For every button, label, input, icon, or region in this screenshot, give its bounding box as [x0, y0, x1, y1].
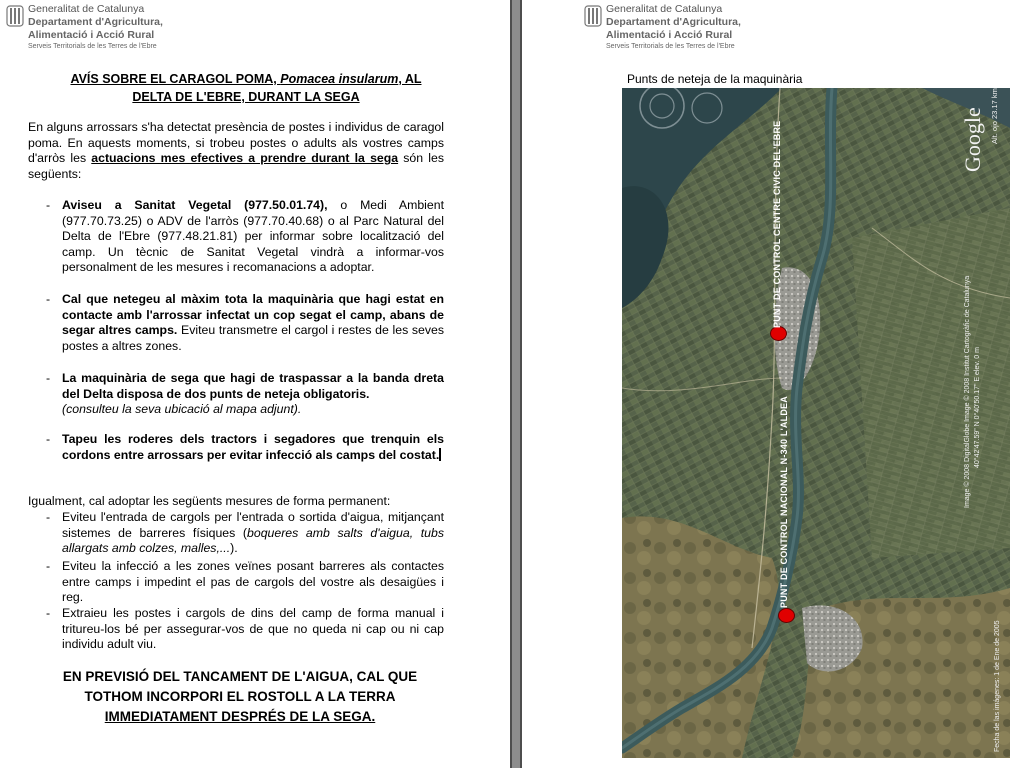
- satellite-map[interactable]: [622, 88, 1010, 758]
- cleaning-point-label-2: PUNT DE CONTROL NACIONAL N-340 L'ALDEA: [779, 396, 789, 608]
- satellite-map-image: [622, 88, 1010, 758]
- cleaning-point-marker-2[interactable]: [778, 608, 795, 623]
- bullet-item-1: Aviseu a Sanitat Vegetal (977.50.01.74), o Medi Ambient (977.70.73.25) o ADV de l'arròs (977.70.40.68) o al Parc Natural del Delta de l'Ebre (977.48.21.81) per informar sobre localització del camp. Un tècnic de Sanitat Vegetal vindrà a informar-vos personalment de les mesures i recomanacions a adoptar.: [62, 198, 444, 274]
- cleaning-point-label-1: PUNT DE CONTROL CENTRE CIVIC DEL'EBRE: [772, 120, 782, 328]
- bullet-dash: -: [46, 559, 51, 573]
- bullet-item-3: La maquinària de sega que hagi de traspassar a la banda dreta del Delta disposa de dos punts de neteja obligatoris. (consulteu la seva ubicació al mapa adjunt).: [62, 371, 444, 416]
- bullet-dash: -: [46, 510, 51, 524]
- permanent-measures-intro: Igualment, cal adoptar les següents mesures de forma permanent:: [28, 494, 391, 508]
- final-warning: EN PREVISIÓ DEL TANCAMENT DE L'AIGUA, CAL QUE TOTHOM INCORPORI EL ROSTOLL A LA TERRA IMMEDIATAMENT DESPRÉS DE LA SEGA.: [62, 669, 418, 724]
- coordinates-readout: 40°42'47.59" N 0°40'50.17" E elev. 0 m: [974, 347, 981, 468]
- permanent-item-1: Eviteu l'entrada de cargols per l'entrada o sortida d'aigua, mitjançant sistemes de barreres físiques (boqueres amb salts d'aigua, tubs allargats amb colzes, malles,...).: [62, 510, 444, 555]
- text-cursor: [439, 448, 441, 461]
- bullet-item-4: Tapeu les roderes dels tractors i segadores que trenquin els cordons entre arrossars per evitar infecció als camps del costat.: [62, 432, 444, 462]
- permanent-item-3: Extraieu les postes i cargols de dins del camp de forma manual i tritureu-los bé per assegurar-vos de que no queda ni cap ou ni cap individu adult viu.: [62, 606, 444, 651]
- bullet-dash: -: [46, 198, 51, 212]
- google-logo: Google: [960, 107, 985, 172]
- bullet-dash: -: [46, 292, 51, 306]
- map-caption: Punts de neteja de la maquinària: [627, 72, 803, 86]
- permanent-item-2: Eviteu la infecció a les zones veïnes posant barreres als contactes entre camps i impedint el pas de cargols del vostre als desaigües i reg.: [62, 559, 444, 604]
- bullet-dash: -: [46, 432, 51, 446]
- imagery-credits: Image © 2008 DigitalGlobe Image © 2008 Institut Cartogràfic de Catalunya: [964, 275, 971, 508]
- catalonia-seal-icon: [584, 5, 602, 27]
- document-page-left: [0, 0, 510, 768]
- page-separator: [510, 0, 522, 768]
- imagery-date: Fecha de las imágenes: 1 de Ene de 2005: [994, 620, 1001, 752]
- bullet-dash: -: [46, 606, 51, 620]
- institution-name: Generalitat de Catalunya Departament d'Agricultura, Alimentació i Acció Rural Serveis Territorials de les Terres de l'Ebre: [28, 3, 163, 50]
- bullet-dash: -: [46, 371, 51, 385]
- bullet-item-2: Cal que netegeu al màxim tota la maquinària que hagi estat en contacte amb l'arrossar infectat un cop segat el camp, abans de segar altres camps. Eviteu transmetre el cargol i restes de les seves postes a altres zones.: [62, 292, 444, 353]
- catalonia-seal-icon: [6, 5, 24, 27]
- intro-paragraph: En alguns arrossars s'ha detectat presència de postes i individus de caragol poma. En aquests moments, si trobeu postes o adults als vostres camps d'arròs les actuacions mes efectives a prendre durant la sega són les següents:: [28, 120, 444, 181]
- cleaning-point-marker-1[interactable]: [770, 326, 787, 341]
- altitude-readout: Alt. ojo 23.17 km: [990, 88, 999, 144]
- notice-title: AVÍS SOBRE EL CARAGOL POMA, Pomacea insularum, AL DELTA DE L'EBRE, DURANT LA SEGA: [70, 72, 422, 104]
- institution-name: Generalitat de Catalunya Departament d'Agricultura, Alimentació i Acció Rural Serveis Territorials de les Terres de l'Ebre: [606, 3, 741, 50]
- document-page-right: [522, 0, 1024, 768]
